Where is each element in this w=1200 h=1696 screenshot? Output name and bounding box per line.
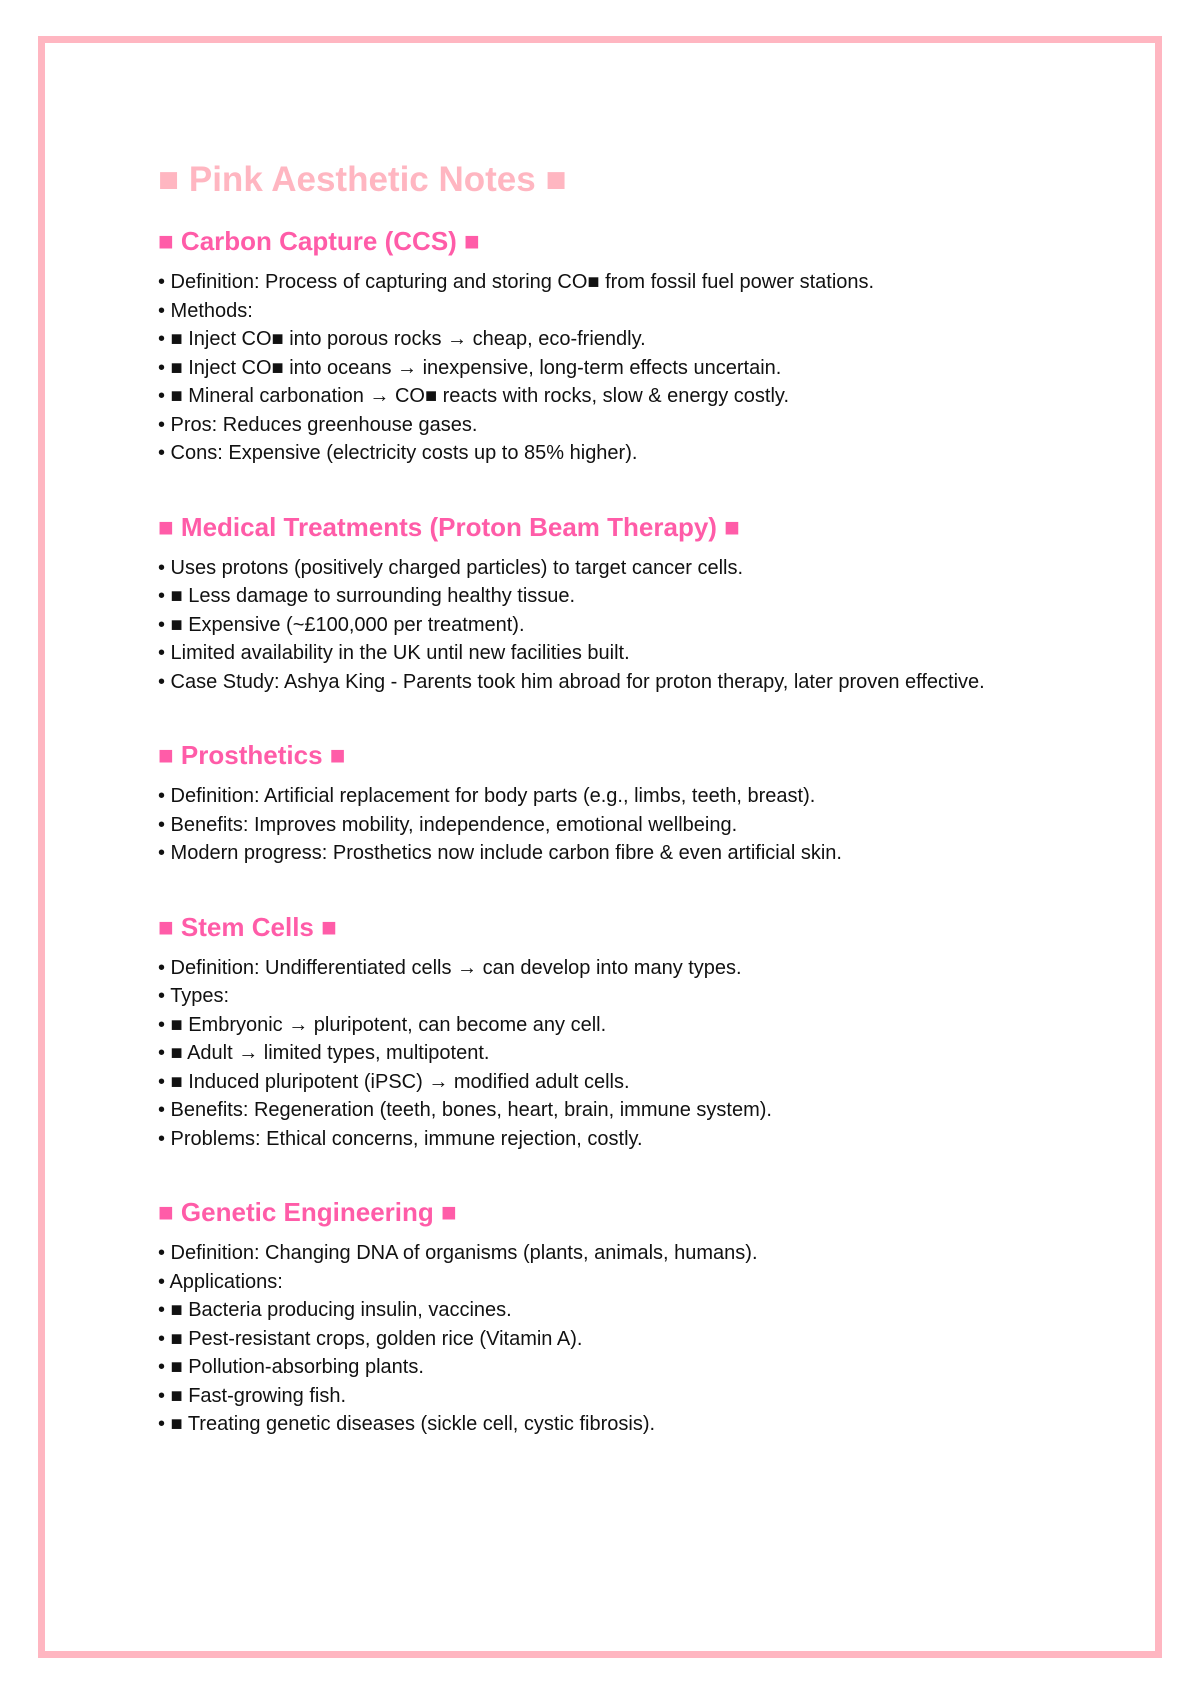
list-item: • Cons: Expensive (electricity costs up to 85% higher).: [158, 442, 638, 464]
section-heading: ■ Prosthetics ■: [158, 740, 346, 770]
list-item: • Benefits: Improves mobility, independence, emotional wellbeing.: [158, 813, 738, 836]
list-item: • ■ Induced pluripotent (iPSC) → modified adult cells.: [158, 1070, 630, 1093]
list-item: • Applications:: [158, 1270, 283, 1293]
list-item: • Methods:: [158, 299, 253, 322]
list-item: • Pros: Reduces greenhouse gases.: [158, 413, 478, 436]
list-item: • Limited availability in the UK until new facilities built.: [158, 642, 630, 664]
list-item: • Definition: Changing DNA of organisms (plants, animals, humans).: [158, 1242, 758, 1264]
section-heading: ■ Stem Cells ■: [158, 911, 337, 942]
list-item: • ■ Inject CO■ into porous rocks → cheap, eco-friendly.: [158, 328, 646, 350]
list-item: • ■ Less damage to surrounding healthy tissue.: [158, 585, 576, 607]
section-heading: ■ Medical Treatments (Proton Beam Therapy) ■: [158, 511, 740, 542]
list-item: • ■ Embryonic → pluripotent, can become any cell.: [158, 1013, 607, 1036]
list-item: • Benefits: Regeneration (teeth, bones, heart, brain, immune system).: [158, 1099, 772, 1121]
section-list: [158, 268, 1038, 468]
section-list: [158, 954, 1038, 1154]
section-stem-cells: [158, 910, 1038, 1154]
section-list: [158, 1239, 1038, 1439]
document-content: [158, 156, 1038, 1439]
list-item: • Types:: [158, 985, 230, 1007]
section-prosthetics: [158, 738, 1038, 868]
list-item: • Definition: Process of capturing and storing CO■ from fossil fuel power stations.: [158, 271, 875, 293]
list-item: • Definition: Artificial replacement for body parts (e.g., limbs, teeth, breast).: [158, 785, 816, 807]
section-spacer: [158, 696, 1038, 738]
list-item: • ■ Treating genetic diseases (sickle cell, cystic fibrosis).: [158, 1413, 656, 1435]
list-item: • Problems: Ethical concerns, immune rejection, costly.: [158, 1127, 643, 1150]
list-item: • Definition: Undifferentiated cells → can develop into many types.: [158, 956, 742, 979]
section-list: [158, 554, 1038, 697]
section-medical-treatments: [158, 510, 1038, 697]
list-item: • ■ Pest-resistant crops, golden rice (Vitamin A).: [158, 1327, 583, 1350]
section-spacer: [158, 1153, 1038, 1195]
section-spacer: [158, 868, 1038, 910]
list-item: • ■ Inject CO■ into oceans → inexpensive, long-term effects uncertain.: [158, 356, 782, 379]
list-item: • ■ Mineral carbonation → CO■ reacts with rocks, slow & energy costly.: [158, 385, 790, 407]
list-item: • Uses protons (positively charged particles) to target cancer cells.: [158, 556, 744, 579]
list-item: • ■ Fast-growing fish.: [158, 1384, 347, 1407]
list-item: • ■ Adult → limited types, multipotent.: [158, 1042, 490, 1064]
list-item: • ■ Pollution-absorbing plants.: [158, 1356, 424, 1378]
section-list: [158, 782, 1038, 868]
section-carbon-capture: [158, 224, 1038, 468]
list-item: • Modern progress: Prosthetics now include carbon fibre & even artificial skin.: [158, 842, 842, 864]
list-item: • ■ Expensive (~£100,000 per treatment).: [158, 613, 525, 636]
section-heading: ■ Carbon Capture (CCS) ■: [158, 226, 480, 256]
section-genetic-engineering: [158, 1195, 1038, 1439]
list-item: • Case Study: Ashya King - Parents took him abroad for proton therapy, later proven effective.: [158, 670, 985, 693]
document-title: ■ Pink Aesthetic Notes ■: [158, 160, 567, 199]
section-spacer: [158, 468, 1038, 510]
list-item: • ■ Bacteria producing insulin, vaccines.: [158, 1299, 512, 1321]
section-heading: ■ Genetic Engineering ■: [158, 1197, 457, 1227]
